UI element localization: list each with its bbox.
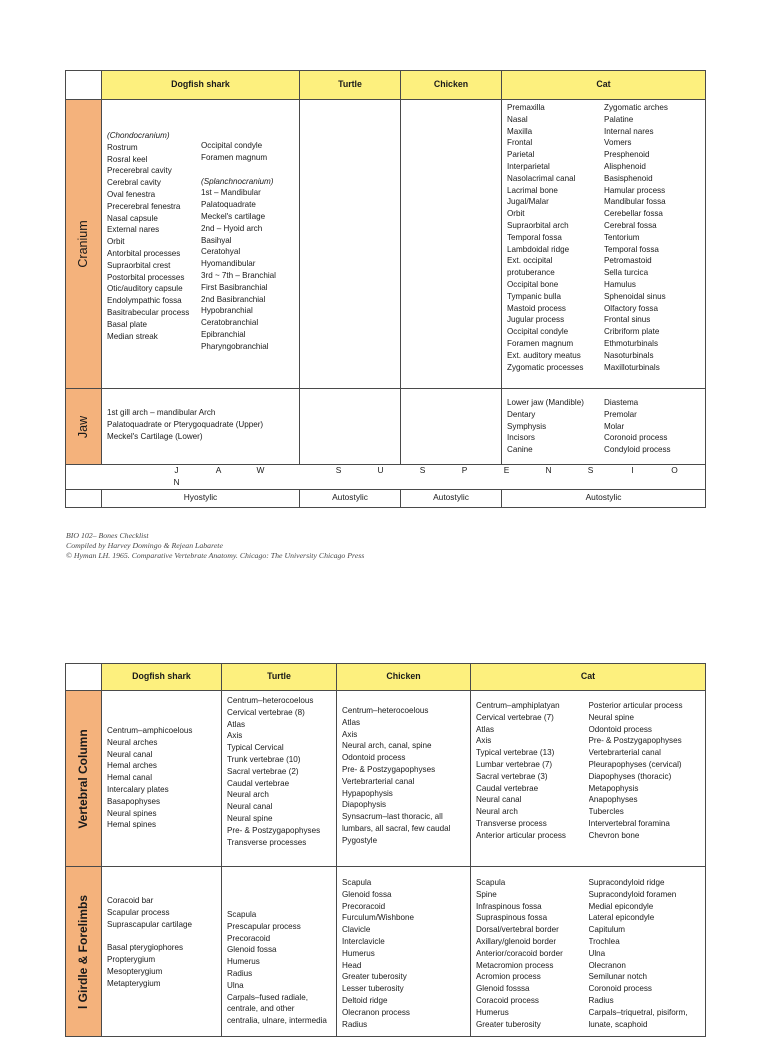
suspension-letter: P: [461, 465, 469, 475]
header-dogfish: Dogfish shark: [102, 71, 300, 100]
list-item: [107, 930, 217, 942]
girdle-cat-cell: [471, 867, 706, 1037]
list-item: Cerebellar fossa: [604, 209, 663, 219]
suspension-type-dogfish: Hyostylic: [102, 489, 300, 507]
list-item: Lumbar vertebrae (7): [476, 759, 553, 769]
list-item: Diastema: [604, 398, 639, 407]
vertebral-girdle-table: [65, 663, 706, 1037]
girdle-dogfish-cell: [102, 867, 222, 1037]
credit-line: Compiled by Harvey Domingo & Rejean Labarete: [66, 541, 223, 550]
list-item: Greater tuberosity: [476, 1019, 541, 1029]
list-item: Metapterygium: [107, 978, 161, 988]
girdle-cat-list-1: [476, 877, 589, 1030]
vertebral-dogfish-cell: [102, 691, 222, 867]
list-item: Frontal sinus: [604, 315, 651, 325]
list-item: Transverse process: [476, 818, 547, 828]
vertebral-cat-list-2: [589, 700, 702, 842]
list-item: Dentary: [507, 409, 536, 419]
suspension-letter: E: [503, 465, 511, 475]
list-item: Metacromion process: [476, 960, 554, 970]
cranium-cat-cell: [502, 100, 706, 389]
list-item: Premaxilla: [507, 103, 545, 112]
jaw-dogfish-cell: [102, 389, 300, 465]
list-item: Odontoid process: [588, 724, 652, 734]
list-item: Precoracoid: [342, 901, 386, 911]
list-item: Pre- & Postzygapophyses: [588, 736, 682, 746]
list-item: Chevron bone: [588, 830, 640, 840]
list-item: Postorbital processes: [107, 272, 185, 282]
header-cat: Cat: [471, 664, 706, 691]
list-item: 1st gill arch – mandibular Arch: [107, 408, 216, 417]
list-item: First Basibranchial: [201, 282, 268, 292]
list-item: Alisphenoid: [604, 161, 646, 171]
list-item: Nasal: [507, 114, 528, 124]
list-item: Ext. auditory meatus: [507, 350, 581, 360]
list-item: Carpals–fused radiale,: [227, 992, 308, 1002]
list-item: Parietal: [507, 150, 535, 160]
list-item: Centrum–heterocoelous: [227, 696, 314, 705]
girdle-turtle-cell: [222, 867, 337, 1037]
list-item: Neural canal: [107, 749, 153, 759]
list-item: Foramen magnum: [201, 152, 268, 162]
list-item: Zygomatic processes: [507, 362, 584, 372]
list-item: Atlas: [342, 717, 360, 727]
suspension-letter: A: [215, 465, 223, 475]
list-item: Anterior/coracoid border: [476, 948, 563, 958]
list-item: Hemal canal: [107, 773, 152, 783]
list-item: Odontoid process: [342, 753, 406, 763]
list-item: Pre- & Postzygapophyses: [342, 764, 436, 774]
list-item: Rosral keel: [107, 154, 148, 164]
list-item: Intervertebral foramina: [588, 818, 670, 828]
list-item: centrale, and other: [227, 1004, 295, 1014]
list-item: Lateral epicondyle: [588, 913, 655, 923]
list-item: Tentorium: [604, 232, 640, 242]
list-item: Temporal fossa: [507, 232, 562, 242]
list-item: Hamular process: [604, 185, 666, 195]
list-item: Anapophyses: [588, 795, 638, 805]
row-label-jaw: Jaw: [66, 389, 102, 465]
list-item: Meckel's cartilage: [201, 211, 266, 221]
list-item: Greater tuberosity: [342, 972, 407, 982]
list-item: Basapophyses: [107, 796, 161, 806]
suspension-letter: N: [173, 476, 181, 487]
cranium-cat-list-1: [507, 102, 604, 373]
list-item: Pharyngobranchial: [201, 341, 269, 351]
list-item: Canine: [507, 445, 533, 455]
jaw-suspension-row: [66, 465, 706, 490]
list-item: Anterior articular process: [476, 830, 566, 840]
list-item: Trunk vertebrae (10): [227, 754, 301, 764]
row-label-vertebral-column: Vertebral Column: [66, 691, 102, 867]
list-item: Caudal vertebrae: [476, 783, 539, 793]
list-item: Interparietal: [507, 161, 550, 171]
cranium-jaw-table: [65, 70, 706, 508]
list-item: Glenoid fossa: [227, 945, 277, 955]
list-item: Occipital condyle: [507, 327, 569, 337]
list-item: Centrum–heterocoelous: [342, 706, 429, 715]
list-item: Diapophysis: [342, 800, 387, 810]
list-item: Radius: [227, 968, 253, 978]
list-item: Foramen magnum: [507, 338, 574, 348]
list-item: Posterior articular process: [588, 701, 683, 710]
list-item: Scapular process: [107, 907, 170, 917]
list-item: 3rd ~ 7th – Branchial: [201, 270, 276, 280]
cranium-chicken-cell: [401, 100, 502, 389]
list-item: Meckel's Cartilage (Lower): [107, 431, 203, 441]
vertebral-chicken-cell: [337, 691, 471, 867]
list-item: Vertebrarterial canal: [588, 748, 661, 758]
list-item: Internal nares: [604, 126, 654, 136]
list-item: Cervical vertebrae (8): [227, 707, 305, 717]
group-label: (Splanchnocranium): [201, 176, 274, 186]
list-item: Coronoid process: [604, 433, 668, 443]
list-item: Lower jaw (Mandible): [507, 398, 584, 407]
suspension-letter: W: [256, 465, 266, 475]
list-item: Metapophysis: [588, 783, 639, 793]
list-item: Head: [342, 960, 362, 970]
list-item: Median streak: [107, 331, 158, 341]
suspension-type-chicken: Autostylic: [401, 489, 502, 507]
list-item: Hamulus: [604, 279, 636, 289]
list-item: protuberance: [507, 268, 555, 278]
list-item: Vertebrarterial canal: [342, 776, 415, 786]
list-item: Olfactory fossa: [604, 303, 658, 313]
list-item: Trochlea: [588, 936, 620, 946]
credit-line: BIO 102– Bones Checklist: [66, 531, 149, 540]
list-item: Orbit: [507, 209, 525, 219]
list-item: Centrum–amphicoelous: [107, 726, 193, 735]
list-item: Ceratohyal: [201, 247, 241, 257]
list-item: Cribriform plate: [604, 327, 660, 337]
header-cat: Cat: [502, 71, 706, 100]
list-item: Axis: [476, 736, 492, 746]
list-item: Symphysis: [507, 421, 547, 431]
list-item: Cervical vertebrae (7): [476, 712, 554, 722]
header-turtle: Turtle: [300, 71, 401, 100]
list-item: Capitulum: [588, 925, 625, 935]
jaw-cat-cell: [502, 389, 706, 465]
list-item: Scapula: [342, 878, 372, 887]
list-item: Precerebral fenestra: [107, 201, 181, 211]
list-item: Synsacrum–last thoracic, all: [342, 812, 443, 822]
list-item: Neural spines: [107, 808, 157, 818]
list-item: Cerebral cavity: [107, 178, 161, 188]
list-item: Rostrum: [107, 142, 138, 152]
list-item: Lambdoidal ridge: [507, 244, 570, 254]
list-item: Hyomandibular: [201, 259, 256, 269]
suspension-letter: U: [377, 465, 385, 475]
suspension-type-turtle: Autostylic: [300, 489, 401, 507]
list-item: 2nd Basibranchial: [201, 294, 266, 304]
list-item: Ulna: [227, 980, 244, 990]
list-item: Coronoid process: [588, 984, 652, 994]
list-item: Sphenoidal sinus: [604, 291, 666, 301]
list-item: Mesopterygium: [107, 966, 163, 976]
list-item: Occipital bone: [507, 279, 559, 289]
list-item: Sacral vertebrae (2): [227, 766, 299, 776]
list-item: Nasoturbinals: [604, 350, 654, 360]
suspension-letter: S: [335, 465, 343, 475]
list-item: External nares: [107, 225, 160, 235]
list-item: Hypobranchial: [201, 306, 253, 316]
vertebral-cat-list-1: [476, 700, 589, 842]
list-item: Radius: [342, 1019, 368, 1029]
list-item: Spine: [476, 889, 497, 899]
list-item: Otic/auditory capsule: [107, 284, 183, 294]
vertebral-cat-cell: [471, 691, 706, 867]
list-item: Centrum–amphiplatyan: [476, 701, 560, 710]
jaw-turtle-cell: [300, 389, 401, 465]
list-item: Incisors: [507, 433, 535, 443]
list-item: Prescapular process: [227, 921, 301, 931]
list-item: Suprascapular cartilage: [107, 919, 193, 929]
list-item: Temporal fossa: [604, 244, 659, 254]
list-item: Sacral vertebrae (3): [476, 771, 548, 781]
list-item: Acromion process: [476, 972, 541, 982]
list-item: Intercalary plates: [107, 784, 169, 794]
credit-line: © Hyman LH. 1965. Comparative Vertebrate Anatomy. Chicago: The University Chicago Press: [66, 551, 365, 560]
list-item: Lacrimal bone: [507, 185, 558, 195]
list-item: Presphenoid: [604, 150, 650, 160]
suspension-letter: I: [631, 465, 635, 475]
jaw-chicken-cell: [401, 389, 502, 465]
list-item: Ceratobranchial: [201, 318, 259, 328]
list-item: Precerebral cavity: [107, 166, 172, 176]
list-item: Furculum/Wishbone: [342, 913, 414, 923]
list-item: Humerus: [342, 948, 375, 958]
list-item: Transverse processes: [227, 837, 307, 847]
list-item: Medial epicondyle: [588, 901, 654, 911]
row-label-girdle-forelimbs: l Girdle & Forelimbs: [66, 867, 102, 1037]
list-item: Axillary/glenoid border: [476, 936, 557, 946]
list-item: Vomers: [604, 138, 632, 148]
list-item: Atlas: [227, 719, 245, 729]
list-item: Neural canal: [476, 795, 522, 805]
list-item: Radius: [588, 995, 614, 1005]
cranium-dogfish-chondrocranium-list: (Chondocranium) Rostrum Rosral keel Precerebral cavity Cerebral cavity Oval fenestra Precerebral fenestra Nasal capsule External nares Orbit Antorbital processes Supraorbital crest Postorbital processes Otic/auditory capsule Endolympathic fossa Basitrabecular process Basal plate Median streak: [107, 130, 201, 353]
list-item: Oval fenestra: [107, 189, 156, 199]
list-item: Semilunar notch: [588, 972, 647, 982]
list-item: Tubercles: [588, 807, 624, 817]
list-item: Condyloid process: [604, 445, 671, 455]
header-turtle: Turtle: [222, 664, 337, 691]
list-item: Caudal vertebrae: [227, 778, 290, 788]
list-item: Infraspinous fossa: [476, 901, 542, 911]
list-item: Supracondyloid ridge: [588, 878, 665, 887]
list-item: Supracondyloid foramen: [588, 889, 677, 899]
list-item: Palatine: [604, 114, 634, 124]
list-item: Antorbital processes: [107, 248, 181, 258]
list-item: Lesser tuberosity: [342, 984, 404, 994]
list-item: 2nd – Hyoid arch: [201, 223, 263, 233]
list-item: Nasal capsule: [107, 213, 158, 223]
header-chicken: Chicken: [337, 664, 471, 691]
suspension-type-cat: Autostylic: [502, 489, 706, 507]
list-item: Interclavicle: [342, 936, 385, 946]
list-item: Supraspinous fossa: [476, 913, 548, 923]
list-item: Basitrabecular process: [107, 307, 190, 317]
list-item: Basisphenoid: [604, 173, 653, 183]
list-item: Mandibular fossa: [604, 197, 666, 207]
list-item: Typical Cervical: [227, 743, 284, 753]
list-item: Axis: [227, 731, 243, 741]
list-item: Nasolacrimal canal: [507, 173, 576, 183]
list-item: Coracoid process: [476, 995, 539, 1005]
credits: [66, 531, 364, 561]
list-item: Cerebral fossa: [604, 220, 657, 230]
list-item: Propterygium: [107, 954, 156, 964]
list-item: Neural arches: [107, 737, 158, 747]
list-item: Molar: [604, 421, 625, 431]
list-item: Humerus: [476, 1007, 509, 1017]
list-item: Orbit: [107, 237, 125, 247]
list-item: Petromastoid: [604, 256, 652, 266]
list-item: Olecranon process: [342, 1007, 410, 1017]
list-item: Basihyal: [201, 235, 232, 245]
row-label-cranium: Cranium: [66, 100, 102, 389]
list-item: Occipital condyle: [201, 141, 263, 150]
list-item: Premolar: [604, 409, 637, 419]
list-item: Scapula: [476, 878, 506, 887]
list-item: Neural arch: [476, 807, 518, 817]
girdle-cat-list-2: [589, 877, 702, 1030]
list-item: Atlas: [476, 724, 494, 734]
list-item: Palatoquadrate: [201, 200, 256, 210]
girdle-chicken-cell: [337, 867, 471, 1037]
list-item: Scapula: [227, 910, 257, 919]
list-item: Sella turcica: [604, 268, 649, 278]
list-item: Pleurapophyses (cervical): [588, 759, 682, 769]
list-item: lumbars, all sacral, few caudal: [342, 823, 451, 833]
list-item: Dorsal/vertebral border: [476, 925, 559, 935]
jaw-cat-list-2: [604, 397, 701, 456]
list-item: Deltoid ridge: [342, 995, 388, 1005]
list-item: Coracoid bar: [107, 896, 154, 905]
list-item: Neural arch: [227, 790, 269, 800]
header-chicken: Chicken: [401, 71, 502, 100]
list-item: Hypapophysis: [342, 788, 393, 798]
list-item: Endolympathic fossa: [107, 296, 182, 306]
list-item: Humerus: [227, 957, 260, 967]
suspension-letter: S: [587, 465, 595, 475]
suspension-letter: N: [545, 465, 553, 475]
list-item: Maxilloturbinals: [604, 362, 660, 372]
list-item: Maxilla: [507, 126, 533, 136]
list-item: Pygostyle: [342, 835, 378, 845]
list-item: Basal plate: [107, 319, 148, 329]
list-item: Neural spine: [227, 813, 273, 823]
list-item: Hemal arches: [107, 761, 157, 771]
list-item: Carpals–triquetral, pisiform,: [588, 1007, 688, 1017]
list-item: Typical vertebrae (13): [476, 748, 555, 758]
header-dogfish: Dogfish shark: [102, 664, 222, 691]
cranium-cat-list-2: [604, 102, 701, 373]
list-item: Glenoid fossa: [342, 889, 392, 899]
list-item: Olecranon: [588, 960, 626, 970]
cranium-turtle-cell: [300, 100, 401, 389]
vertebral-turtle-cell: [222, 691, 337, 867]
cranium-dogfish-splanchnocranium-list: [201, 130, 295, 353]
list-item: Precoracoid: [227, 933, 271, 943]
list-item: Clavicle: [342, 925, 371, 935]
list-item: Zygomatic arches: [604, 103, 668, 112]
suspension-letter: J: [174, 465, 180, 475]
list-item: Frontal: [507, 138, 533, 148]
suspension-letter: O: [671, 465, 679, 475]
cranium-dogfish-cell: [102, 100, 300, 389]
list-item: Neural canal: [227, 802, 273, 812]
list-item: Epibranchial: [201, 329, 246, 339]
list-item: Neural spine: [588, 712, 634, 722]
list-item: Neural arch, canal, spine: [342, 741, 432, 751]
list-item: Palatoquadrate or Pterygoquadrate (Upper): [107, 419, 264, 429]
list-item: Axis: [342, 729, 358, 739]
list-item: lunate, scaphoid: [588, 1019, 648, 1029]
list-item: Jugal/Malar: [507, 197, 549, 207]
list-item: Pre- & Postzygapophyses: [227, 825, 321, 835]
list-item: Tympanic bulla: [507, 291, 561, 301]
list-item: Jugular process: [507, 315, 565, 325]
list-item: Hemal spines: [107, 820, 157, 830]
suspension-letter: S: [419, 465, 427, 475]
list-item: centralia, ulnare, intermedia: [227, 1016, 327, 1026]
list-item: Ext. occipital: [507, 256, 553, 266]
list-item: Diapophyses (thoracic): [588, 771, 672, 781]
list-item: Glenoid fosssa: [476, 984, 530, 994]
list-item: 1st – Mandibular: [201, 188, 261, 198]
list-item: Ethmoturbinals: [604, 338, 658, 348]
list-item: Ulna: [588, 948, 606, 958]
list-item: Basal pterygiophores: [107, 943, 184, 953]
list-item: Mastoid process: [507, 303, 566, 313]
list-item: Supraorbital crest: [107, 260, 171, 270]
jaw-cat-list-1: [507, 397, 604, 456]
list-item: Supraorbital arch: [507, 220, 569, 230]
